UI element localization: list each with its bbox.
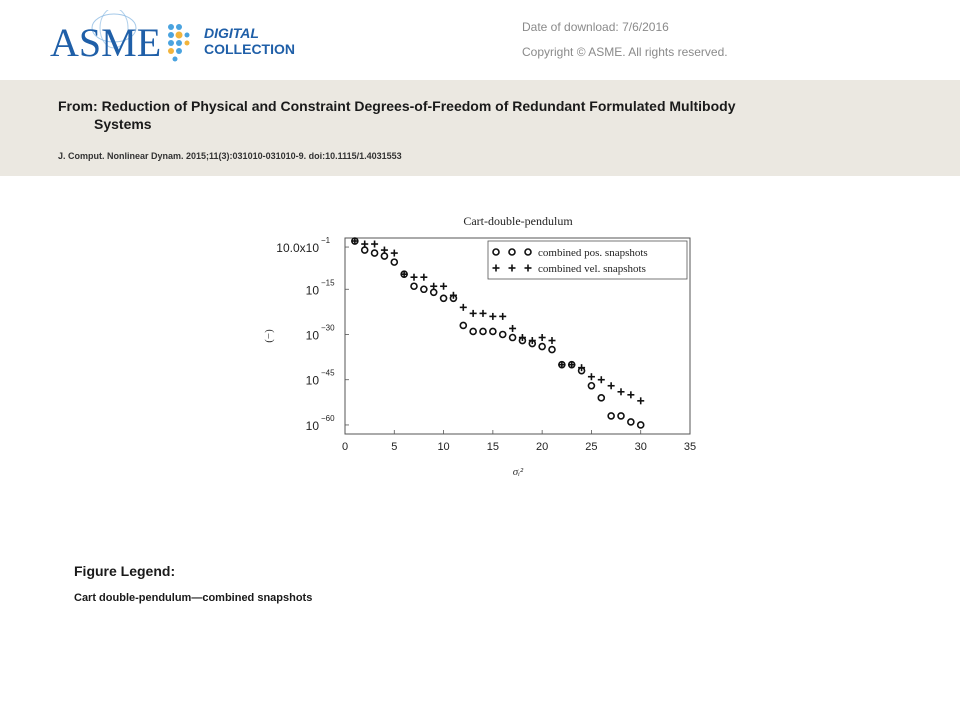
y-tick-exponent: −15: [321, 278, 335, 288]
vel-snapshot-point: [460, 304, 467, 311]
logo-brand: ASME: [50, 20, 162, 65]
pos-snapshot-point: [362, 247, 368, 253]
copyright-notice: Copyright © ASME. All rights reserved.: [522, 45, 728, 59]
vel-snapshot-point: [361, 241, 368, 248]
vel-snapshot-point: [598, 376, 605, 383]
vel-snapshot-point: [618, 388, 625, 395]
pos-snapshot-point: [638, 422, 644, 428]
pos-snapshot-point: [372, 250, 378, 256]
pos-snapshot-point: [549, 347, 555, 353]
vel-snapshot-point: [381, 247, 388, 254]
vel-snapshot-point: [411, 274, 418, 281]
vel-snapshot-point: [588, 373, 595, 380]
x-tick-label: 20: [536, 441, 549, 453]
y-tick-label: 10: [305, 283, 319, 298]
asme-digital-collection-logo: [48, 10, 328, 70]
page-header: [0, 0, 960, 80]
logo-dots-icon: [168, 24, 190, 62]
title-line1: Reduction of Physical and Constraint Degrees-of-Freedom of Redundant Formulated Multibody: [101, 98, 736, 114]
vel-snapshot-point: [470, 310, 477, 317]
y-tick-label: 10: [305, 418, 319, 433]
x-axis-label: σᵢ²: [512, 466, 524, 478]
y-tick-label: 10.0x10: [276, 241, 319, 256]
legend-label-vel: combined vel. snapshots: [538, 263, 646, 275]
y-tick-label: 10: [305, 373, 319, 388]
pos-snapshot-point: [431, 289, 437, 295]
vel-snapshot-point: [480, 310, 487, 317]
pos-snapshot-point: [460, 322, 466, 328]
pos-snapshot-point: [411, 283, 417, 289]
vel-snapshot-point: [371, 241, 378, 248]
pos-snapshot-point: [391, 259, 397, 265]
journal-citation: J. Comput. Nonlinear Dynam. 2015;11(3):031010-031010-9. doi:10.1115/1.4031553: [58, 151, 402, 161]
x-tick-label: 5: [391, 441, 398, 453]
logo-line2: COLLECTION: [204, 41, 295, 57]
pos-snapshot-point: [510, 335, 516, 341]
pos-snapshot-point: [441, 295, 447, 301]
y-tick-label: 10: [305, 328, 319, 343]
pos-snapshot-point: [628, 419, 634, 425]
cart-double-pendulum-chart: [250, 205, 710, 490]
pos-snapshot-point: [500, 331, 506, 337]
vel-snapshot-point: [627, 391, 634, 398]
x-tick-label: 30: [634, 441, 647, 453]
pos-snapshot-point: [598, 395, 604, 401]
figure-legend-heading: Figure Legend:: [74, 563, 176, 579]
pos-snapshot-point: [588, 383, 594, 389]
pos-snapshot-point: [618, 413, 624, 419]
vel-snapshot-point: [489, 313, 496, 320]
date-label: Date of download:: [522, 20, 619, 34]
y-tick-exponent: −60: [321, 413, 335, 423]
logo-line1: DIGITAL: [204, 25, 259, 41]
vel-snapshot-point: [539, 334, 546, 341]
x-tick-label: 25: [585, 441, 598, 453]
x-tick-label: 15: [486, 441, 499, 453]
pos-snapshot-point: [381, 253, 387, 259]
vel-snapshot-point: [420, 274, 427, 281]
vel-snapshot-point: [549, 337, 556, 344]
vel-snapshot-point: [608, 382, 615, 389]
from-label: From:: [58, 98, 98, 114]
vel-snapshot-point: [509, 325, 516, 332]
chart-title: Cart-double-pendulum: [463, 214, 573, 228]
x-tick-label: 35: [683, 441, 697, 453]
y-tick-exponent: −30: [321, 323, 335, 333]
x-tick-label: 10: [437, 441, 450, 453]
chart-legend: [488, 241, 687, 279]
x-tick-label: 0: [341, 441, 349, 453]
y-tick-exponent: −45: [321, 368, 335, 378]
date-value: 7/6/2016: [622, 20, 669, 34]
y-tick-exponent: −1: [321, 236, 331, 246]
vel-snapshot-point: [391, 250, 398, 257]
article-title: [58, 97, 878, 133]
pos-snapshot-point: [539, 344, 545, 350]
vel-snapshot-point: [430, 283, 437, 290]
legend-label-pos: combined pos. snapshots: [538, 247, 648, 259]
y-axis-label: (−): [263, 329, 275, 343]
download-date: [522, 20, 669, 34]
pos-snapshot-point: [470, 328, 476, 334]
pos-snapshot-point: [608, 413, 614, 419]
title-line2: Systems: [94, 116, 152, 132]
pos-snapshot-point: [480, 328, 486, 334]
vel-snapshot-point: [440, 283, 447, 290]
vel-snapshot-point: [499, 313, 506, 320]
figure-legend-text: Cart double-pendulum—combined snapshots: [74, 592, 313, 604]
pos-snapshot-point: [490, 328, 496, 334]
vel-snapshot-point: [637, 397, 644, 404]
pos-snapshot-point: [421, 286, 427, 292]
